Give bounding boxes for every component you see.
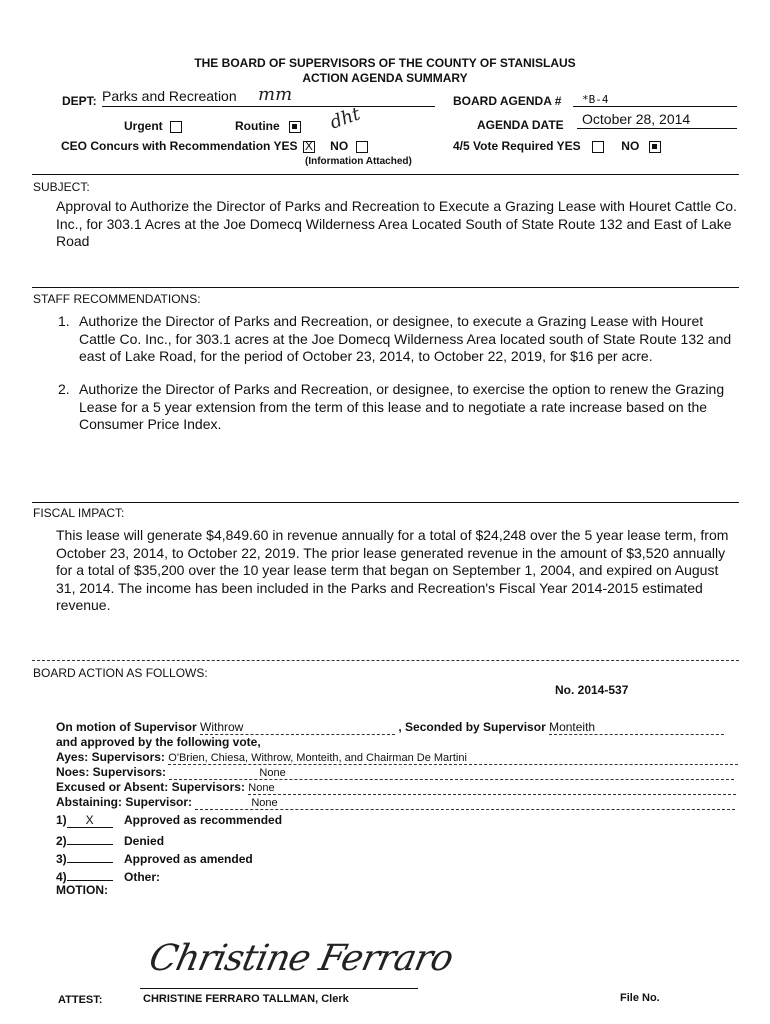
urgent-checkbox <box>170 121 182 133</box>
ceo-concurs <box>61 139 368 153</box>
motion-label: On motion of Supervisor <box>56 720 197 734</box>
ceo-label: CEO Concurs with Recommendation YES <box>61 139 298 153</box>
abstaining-label: Abstaining: Supervisor: <box>56 795 193 809</box>
vote-no-checkbox <box>649 141 661 153</box>
ayes-label: Ayes: Supervisors: <box>56 750 165 764</box>
divider <box>32 174 739 175</box>
abstaining-line <box>56 795 746 810</box>
option-4 <box>56 867 160 884</box>
dept-label: DEPT: <box>62 94 97 108</box>
option-number: 1) <box>56 813 67 827</box>
seconded-value: Monteith <box>549 720 724 735</box>
divider <box>32 287 739 288</box>
option-3 <box>56 849 253 866</box>
board-agenda-value: *B-4 <box>582 93 609 106</box>
dept-value: Parks and Recreation <box>102 88 237 104</box>
abstaining-value: None <box>195 797 735 810</box>
initials-mark: mm <box>258 84 293 105</box>
header-title: THE BOARD OF SUPERVISORS OF THE COUNTY OF STANISLAUS <box>194 56 576 70</box>
vote-yes-checkbox <box>592 141 604 153</box>
ayes-value: O'Brien, Chiesa, Withrow, Monteith, and Chairman De Martini <box>168 752 738 765</box>
excused-line <box>56 780 746 795</box>
staff-item-number: 1. <box>58 313 70 329</box>
option-number: 4) <box>56 870 67 884</box>
excused-label: Excused or Absent: Supervisors: <box>56 780 245 794</box>
ceo-yes-checkbox: X <box>304 138 313 153</box>
option-number: 2) <box>56 834 67 848</box>
staff-item-text: Authorize the Director of Parks and Recreation, or designee, to exercise the option to renew the Grazing Lease for a 5 year extension from the term of this lease and to negotiate a rate increase based on the Consumer Price Index. <box>79 381 725 432</box>
agenda-date-label: AGENDA DATE <box>477 118 564 132</box>
motion-heading: MOTION: <box>56 883 108 897</box>
vote-required <box>453 139 661 153</box>
noes-line <box>56 765 746 780</box>
staff-item-1 <box>58 313 738 366</box>
ayes-line <box>56 750 746 765</box>
motion-value: Withrow <box>200 720 395 735</box>
option-1 <box>56 813 282 828</box>
clerk-name: CHRISTINE FERRARO TALLMAN, Clerk <box>143 993 349 1005</box>
option-mark: X <box>67 813 113 828</box>
action-number: No. 2014-537 <box>555 683 629 697</box>
attest-label: ATTEST: <box>58 994 103 1006</box>
option-label: Other: <box>124 870 161 884</box>
board-action-heading: BOARD ACTION AS FOLLOWS: <box>33 666 208 680</box>
staff-item-text: Authorize the Director of Parks and Recreation, or designee, to execute a Grazing Lease with Houret Cattle Co. Inc., for 303.1 acres at the Joe Domecq Wilderness Area located south of State Route 132 and east of Lake Road, for the period of October 23, 2014, to October 22, 2019, for $16 per acre. <box>79 313 732 364</box>
agenda-date-field <box>577 111 737 129</box>
excused-value: None <box>248 782 736 795</box>
divider <box>32 502 739 503</box>
signature-line <box>140 988 418 989</box>
routine-option <box>235 119 301 133</box>
routine-checkbox <box>289 121 301 133</box>
subject-text: Approval to Authorize the Director of Parks and Recreation to Execute a Grazing Lease with Houret Cattle Co. Inc., for 303.1 Acres at the Joe Domecq Wilderness Area Located South of State Route 132 and East of Lake Road <box>56 198 737 249</box>
ceo-note: (Information Attached) <box>305 156 412 167</box>
noes-label: Noes: Supervisors: <box>56 765 167 779</box>
ceo-initials-mark: dht <box>327 103 364 134</box>
subject-heading: SUBJECT: <box>33 180 90 194</box>
vote-no-label: NO <box>621 139 640 153</box>
header-subtitle: ACTION AGENDA SUMMARY <box>302 71 468 85</box>
vote-label: 4/5 Vote Required YES <box>453 139 581 153</box>
fiscal-text: This lease will generate $4,849.60 in revenue annually for a total of $24,248 over the 5 year lease term, from October 23, 2014, to October 22, 2019. The prior lease generated revenue in the amount of $3,520 annually for a total of $35,200 over the 10 year lease term that began on September 1, 2004, and expired on August 31, 2014. The income has been included in the Parks and Recreation's Fiscal Year 2014-2015 estimated revenue. <box>56 527 729 613</box>
board-agenda-field <box>573 90 737 107</box>
noes-value: None <box>169 767 734 780</box>
fiscal-heading: FISCAL IMPACT: <box>33 506 125 520</box>
ceo-no-checkbox <box>356 141 368 153</box>
seconded-label: , Seconded by Supervisor <box>398 720 546 734</box>
staff-heading: STAFF RECOMMENDATIONS: <box>33 292 201 306</box>
option-mark <box>67 849 113 863</box>
option-number: 3) <box>56 852 67 866</box>
urgent-label: Urgent <box>124 119 163 133</box>
dashed-divider <box>32 660 739 661</box>
file-number-label: File No. <box>620 992 660 1004</box>
urgent-option <box>124 119 182 133</box>
option-label: Denied <box>124 834 165 848</box>
staff-item-2 <box>58 381 738 434</box>
option-label: Approved as amended <box>124 852 253 866</box>
motion-line <box>56 720 746 735</box>
option-mark <box>67 867 113 881</box>
board-agenda-label: BOARD AGENDA # <box>453 94 562 108</box>
routine-label: Routine <box>235 119 280 133</box>
staff-item-number: 2. <box>58 381 70 397</box>
agenda-date-value: October 28, 2014 <box>582 111 691 127</box>
option-mark <box>67 831 113 845</box>
option-2 <box>56 831 164 848</box>
option-label: Approved as recommended <box>124 813 283 827</box>
ceo-no-label: NO <box>330 139 349 153</box>
clerk-signature: Christine Ferraro <box>145 938 457 979</box>
approved-line: and approved by the following vote, <box>56 735 261 749</box>
